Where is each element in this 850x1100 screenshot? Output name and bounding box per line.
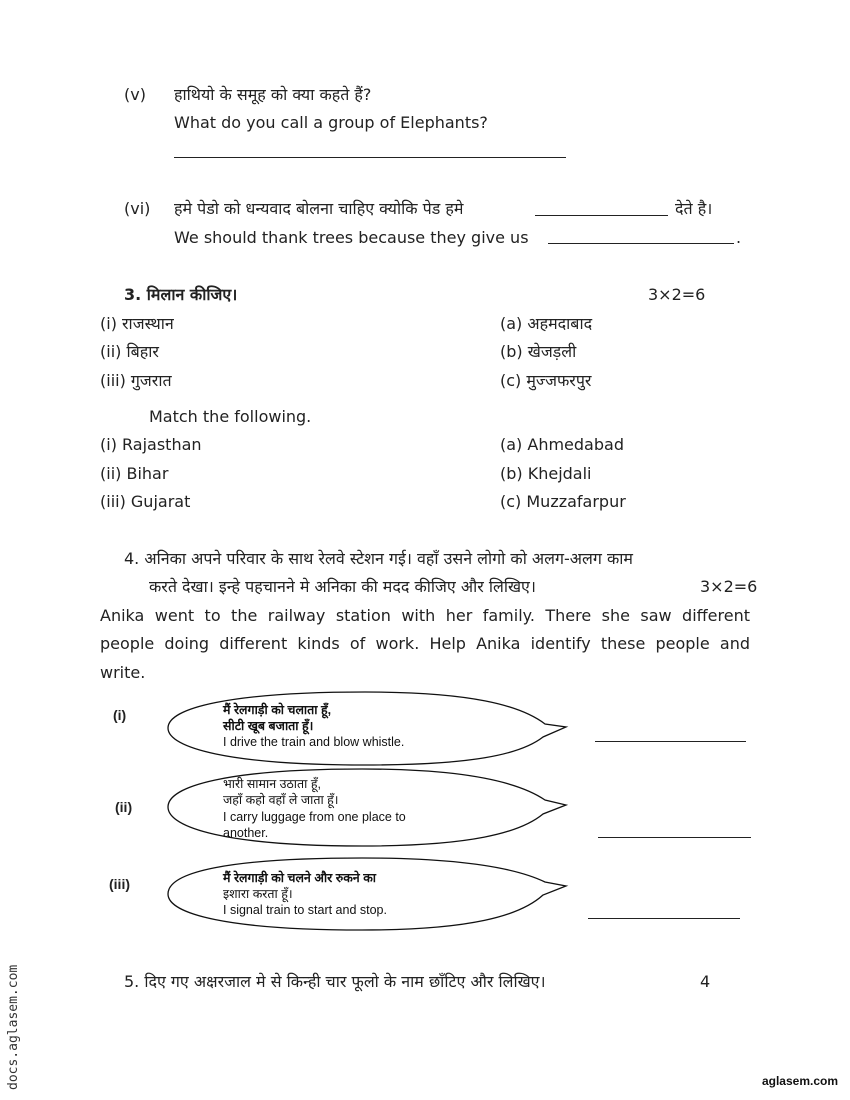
q3-english-left-2: (ii) Bihar	[100, 464, 169, 483]
q-vi-hindi: हमे पेडो को धन्यवाद बोलना चाहिए क्योकि पेड हमे	[174, 199, 464, 218]
answer-line-4-3	[588, 918, 740, 919]
q4-english-line3: write.	[100, 663, 146, 682]
side-watermark: docs.aglasem.com	[6, 964, 21, 1090]
q3-english-right-1: (a) Ahmedabad	[500, 435, 624, 454]
bubble-2-english-1: I carry luggage from one place to	[223, 810, 406, 824]
q3-hindi-right-3: (c) मुज्जफरपुर	[500, 371, 592, 390]
bubble-2-english-2: another.	[223, 826, 269, 840]
answer-line-4-2	[598, 837, 751, 838]
q5-text: 5. दिए गए अक्षरजाल मे से किन्ही चार फूलो के नाम छाँटिए और लिखिए।	[124, 972, 546, 991]
q4-english-line1: Anika went to the railway station with her family. There she saw different	[100, 606, 750, 625]
q3-hindi-right-2: (b) खेजड़ली	[500, 342, 577, 361]
bubble-3-hindi-2: इशारा करता हूँ।	[223, 887, 293, 901]
q3-english-right-2: (b) Khejdali	[500, 464, 592, 483]
q4-hindi-line1: 4. अनिका अपने परिवार के साथ रेलवे स्टेशन गई। वहाँ उसने लोगो को अलग-अलग काम	[124, 549, 633, 568]
q4-item-1-number: (i)	[113, 707, 127, 723]
q-v-hindi: हाथियो के समूह को क्या कहते हैं?	[174, 85, 372, 104]
q-v-number: (v)	[124, 85, 146, 104]
q4-marks: 3×2=6	[700, 577, 758, 596]
bubble-1-hindi-1: मैं रेलगाड़ी को चलाता हूँ,	[223, 703, 332, 717]
bubble-1-english-1: I drive the train and blow whistle.	[223, 735, 405, 749]
q4-item-2-number: (ii)	[115, 799, 133, 815]
bubble-2-hindi-1: भारी सामान उठाता हूँ,	[223, 777, 321, 791]
q3-english-heading: Match the following.	[149, 407, 312, 426]
q-vi-number: (vi)	[124, 199, 151, 218]
q3-hindi-left-1: (i) राजस्थान	[100, 314, 174, 333]
q-v-english: What do you call a group of Elephants?	[174, 113, 488, 132]
q3-english-left-1: (i) Rajasthan	[100, 435, 202, 454]
bubble-3-hindi-1: मैं रेलगाड़ी को चलने और रुकने का	[223, 871, 377, 885]
bubble-2-hindi-2: जहाँ कहो वहाँ ले जाता हूँ।	[223, 793, 339, 807]
q4-item-3-number: (iii)	[109, 876, 130, 892]
q3-hindi-left-3: (iii) गुजरात	[100, 371, 172, 390]
answer-line-4-1	[595, 741, 746, 742]
q3-hindi-left-2: (ii) बिहार	[100, 342, 159, 361]
q3-marks: 3×2=6	[648, 285, 706, 304]
q3-heading: 3. मिलान कीजिए।	[124, 285, 238, 304]
q3-hindi-right-1: (a) अहमदाबाद	[500, 314, 593, 333]
q3-english-right-3: (c) Muzzafarpur	[500, 492, 626, 511]
q-vi-english: We should thank trees because they give us	[174, 228, 529, 247]
q4-english-line2: people doing different kinds of work. Help Anika identify these people and	[100, 634, 750, 653]
q4-hindi-line2: करते देखा। इन्हे पहचानने मे अनिका की मदद कीजिए और लिखिए।	[149, 577, 536, 596]
footer-site: aglasem.com	[761, 1074, 838, 1088]
q-vi-hindi-end: देते है।	[675, 199, 713, 218]
q5-marks: 4	[700, 972, 711, 991]
q-vi-english-end: .	[736, 228, 742, 247]
bubble-3-english-1: I signal train to start and stop.	[223, 903, 387, 917]
q3-english-left-3: (iii) Gujarat	[100, 492, 191, 511]
bubble-1-hindi-2: सीटी खूब बजाता हूँ।	[223, 719, 314, 733]
